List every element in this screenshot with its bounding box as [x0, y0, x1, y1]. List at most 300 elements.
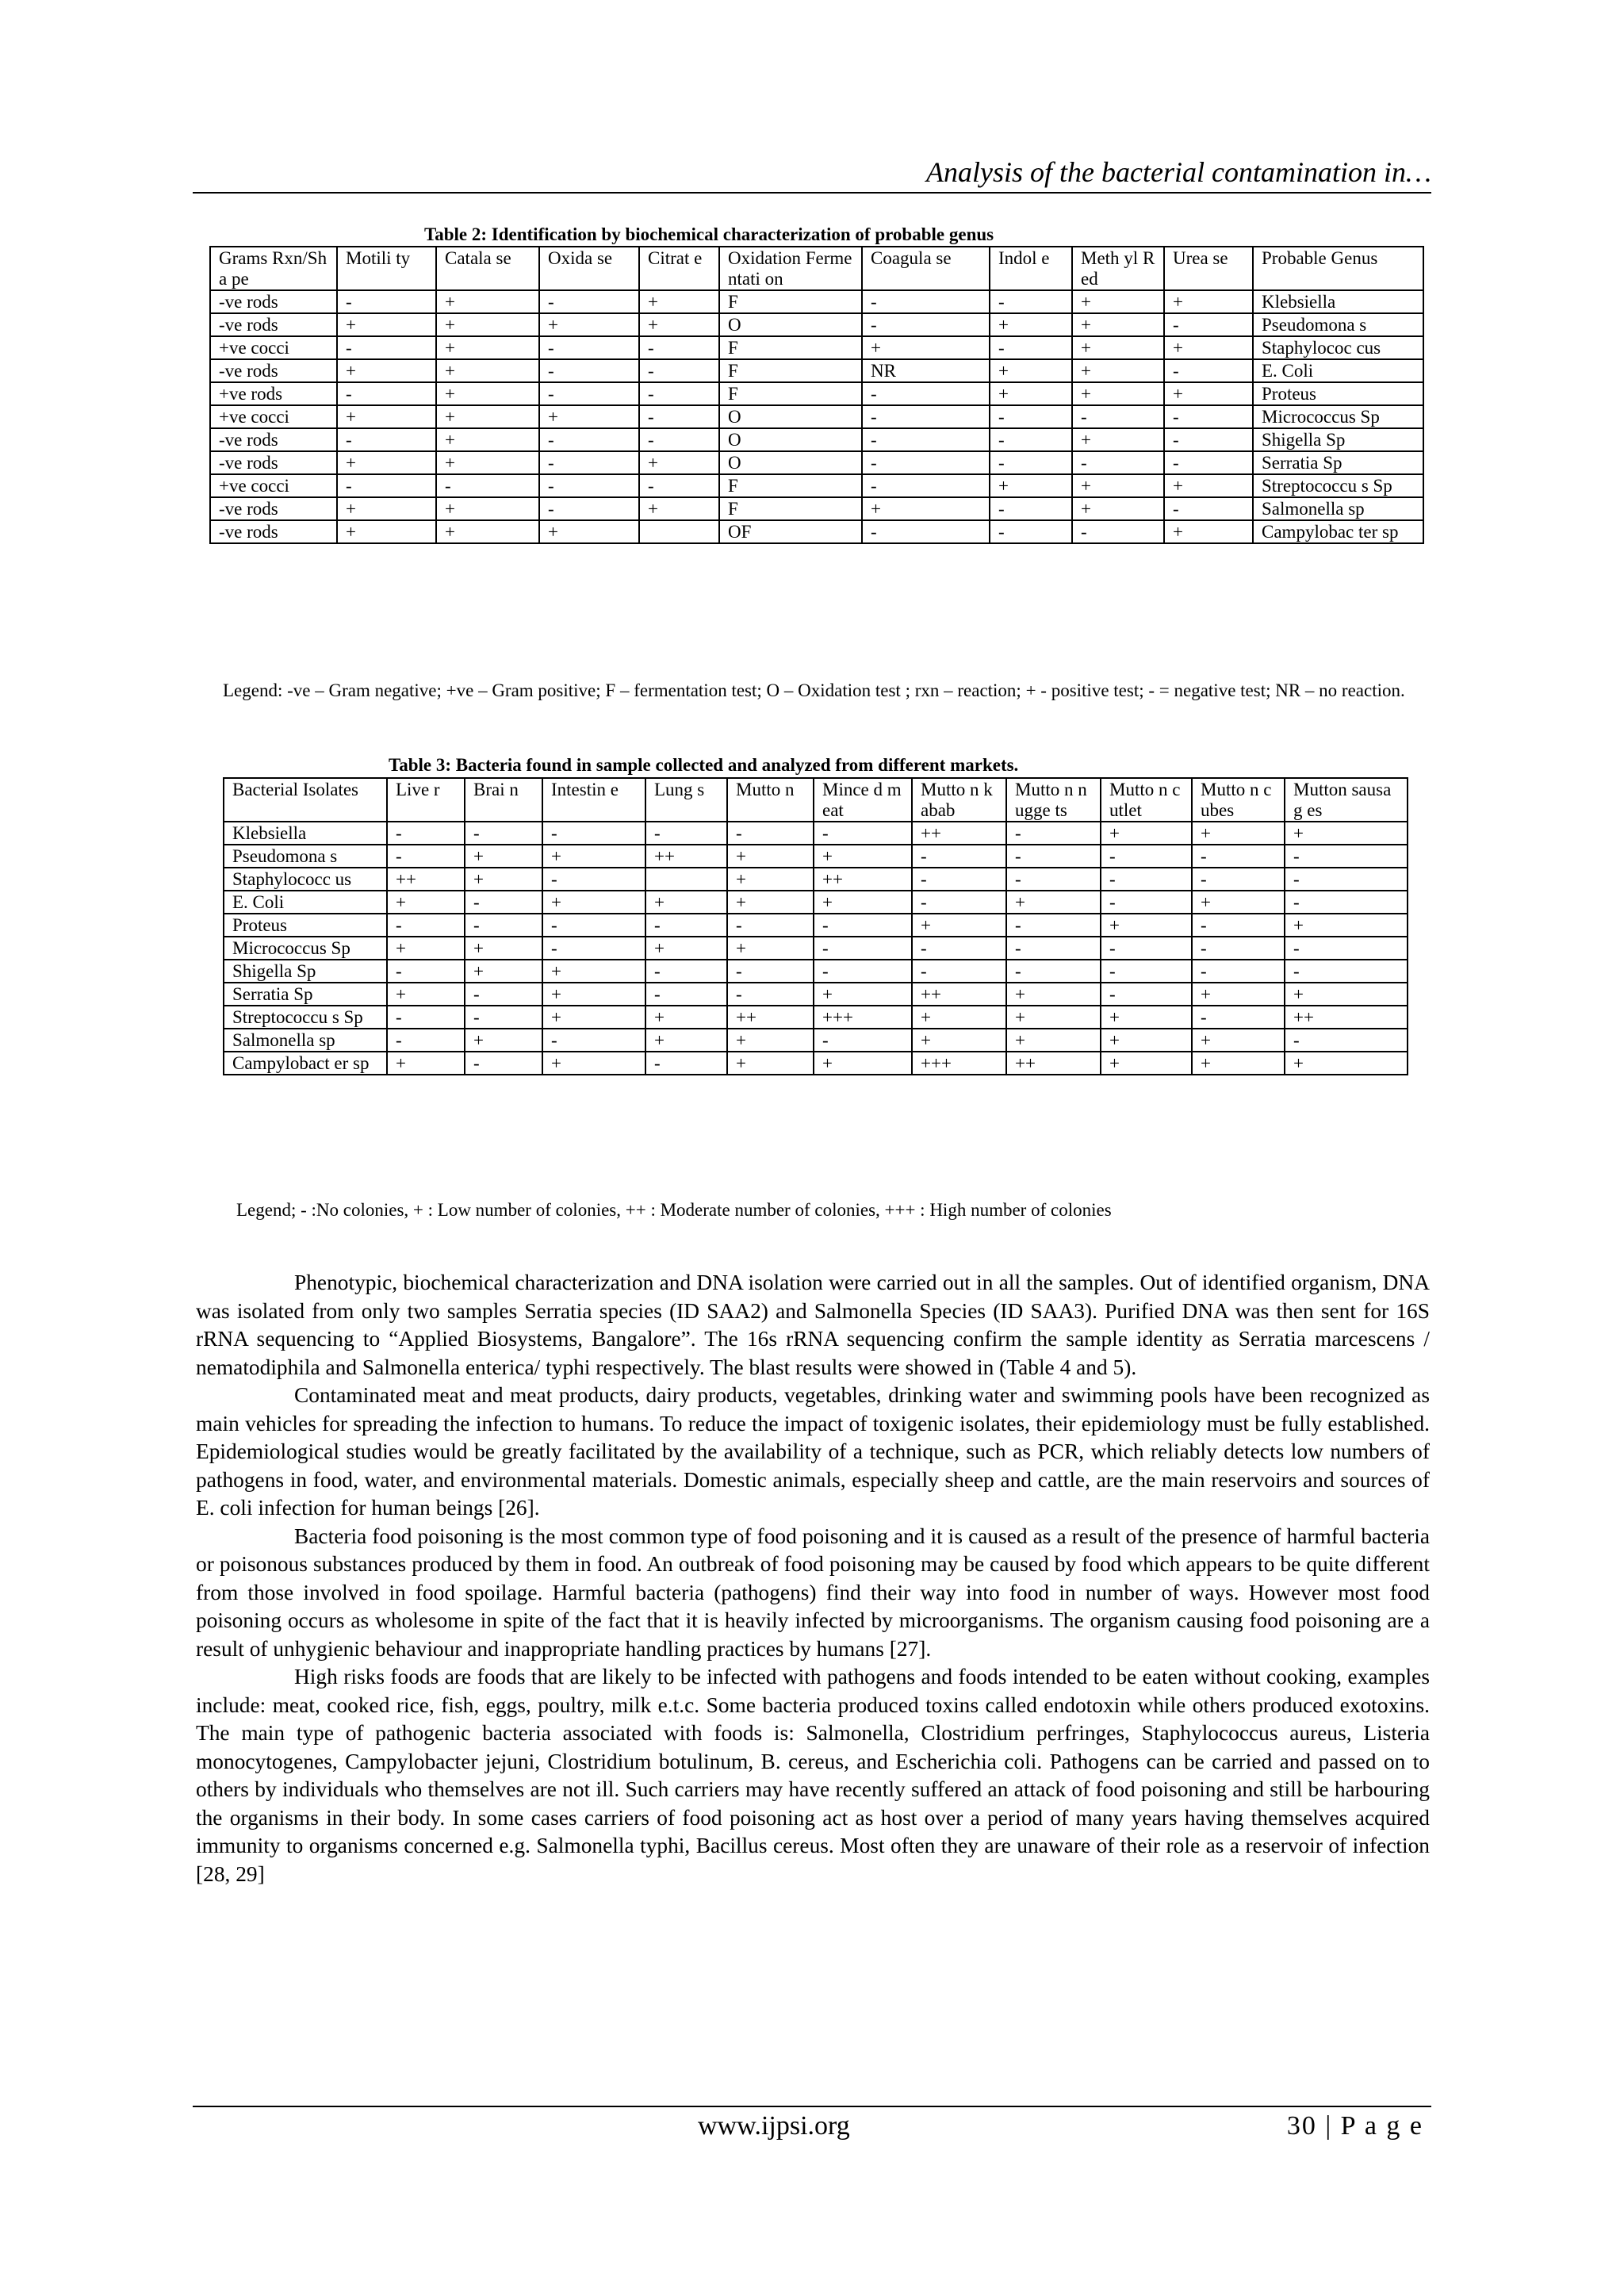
table-cell: + — [436, 336, 539, 359]
table-cell: - — [862, 313, 990, 336]
table-cell: + — [1072, 474, 1164, 497]
table-row — [210, 497, 1423, 520]
table-cell: ++ — [912, 822, 1006, 845]
table-cell: + — [1006, 891, 1101, 914]
table-cell: + — [1164, 290, 1253, 313]
table-cell: + — [542, 1052, 645, 1075]
table-cell: + — [337, 520, 436, 543]
table-cell: - — [465, 1052, 542, 1075]
table-cell: O — [719, 428, 862, 451]
table-cell: - — [862, 290, 990, 313]
table3-column-header: Mutto n cubes — [1192, 778, 1285, 822]
table-cell: - — [727, 983, 814, 1006]
table-cell: - — [814, 937, 912, 960]
table-cell: + — [1101, 1052, 1192, 1075]
table-cell: - — [1101, 937, 1192, 960]
table-cell: - — [645, 914, 727, 937]
table-cell: + — [639, 313, 719, 336]
table-cell: - — [1006, 822, 1101, 845]
table-row — [224, 937, 1408, 960]
table-cell: + — [465, 960, 542, 983]
table-cell: + — [727, 891, 814, 914]
table2-column-header: Catala se — [436, 247, 539, 290]
table-cell: - — [1164, 428, 1253, 451]
table-row — [210, 474, 1423, 497]
table-cell: + — [727, 1052, 814, 1075]
table-cell: - — [1164, 451, 1253, 474]
table-cell: + — [1101, 914, 1192, 937]
table-cell: - — [862, 474, 990, 497]
table-cell: ++ — [912, 983, 1006, 1006]
table-cell: ++ — [1006, 1052, 1101, 1075]
table-cell: - — [1285, 960, 1408, 983]
table-cell: - — [727, 914, 814, 937]
table-cell: + — [539, 405, 639, 428]
table-row — [224, 983, 1408, 1006]
table-row — [210, 290, 1423, 313]
table-cell: - — [990, 497, 1072, 520]
table-cell: OF — [719, 520, 862, 543]
table-cell: - — [912, 845, 1006, 868]
table-cell: + — [814, 983, 912, 1006]
table-cell: - — [1285, 891, 1408, 914]
table-cell: + — [436, 290, 539, 313]
table-cell: -ve rods — [210, 497, 337, 520]
table-cell: Micrococcus Sp — [1253, 405, 1423, 428]
table2-column-header: Oxida se — [539, 247, 639, 290]
table-cell: + — [1072, 497, 1164, 520]
body-text — [196, 1269, 1430, 1888]
table2-column-header: Oxidation Fermentati on — [719, 247, 862, 290]
table-cell: Serratia Sp — [224, 983, 387, 1006]
table-cell: + — [1101, 822, 1192, 845]
table-cell: - — [727, 822, 814, 845]
table-cell: - — [912, 937, 1006, 960]
table-cell: O — [719, 451, 862, 474]
table-cell: - — [1101, 960, 1192, 983]
table-cell: - — [542, 937, 645, 960]
table-cell: + — [1072, 428, 1164, 451]
table-cell: + — [727, 1029, 814, 1052]
table-cell: + — [436, 382, 539, 405]
table-cell: - — [1072, 405, 1164, 428]
table-cell: Shigella Sp — [1253, 428, 1423, 451]
table-cell: - — [1285, 937, 1408, 960]
table-cell: Proteus — [224, 914, 387, 937]
table-cell: + — [1192, 1029, 1285, 1052]
table-cell: - — [990, 520, 1072, 543]
table-cell: - — [539, 382, 639, 405]
table-cell: F — [719, 497, 862, 520]
table3-column-header: Lung s — [645, 778, 727, 822]
table-cell: + — [990, 359, 1072, 382]
table-cell: - — [639, 428, 719, 451]
table-row — [224, 960, 1408, 983]
table-cell: - — [1192, 1006, 1285, 1029]
table3 — [223, 777, 1408, 1075]
table-cell: Streptococcu s Sp — [224, 1006, 387, 1029]
table2-header-row — [210, 247, 1423, 290]
table-cell: + — [542, 891, 645, 914]
paragraph: High risks foods are foods that are likely to be infected with pathogens and foods intended to be eaten without cooking, examples include: meat, cooked rice, fish, eggs, poultry, milk e.t.c. Some bacteria produced toxins called endotoxin while others produced exotoxins. The main type of pathogenic bacteria associated with foods is: Salmonella, Clostridium perfringes, Staphylococcus aureus, Listeria monocytogenes, Campylobacter jejuni, Clostridium botulinum, B. cereus, and Escherichia coli. Pathogens can be carried and passed on to others by individuals who themselves are not ill. Such carriers may have recently suffered an attack of food poisoning and still be harbouring the organisms in their body. In some cases carriers of food poisoning act as host over a period of many years having themselves acquired immunity to organisms concerned e.g. Salmonella typhi, Bacillus cereus. Most often they are unaware of their role as a reservoir of infection [28, 29] — [196, 1665, 1430, 1886]
table-cell: + — [337, 359, 436, 382]
table-cell: - — [539, 451, 639, 474]
table-cell: -ve rods — [210, 520, 337, 543]
table2 — [209, 246, 1424, 544]
table-cell: - — [542, 868, 645, 891]
table2-column-header: Indol e — [990, 247, 1072, 290]
table-cell: - — [1192, 868, 1285, 891]
table-cell: + — [436, 497, 539, 520]
table-cell: + — [1285, 822, 1408, 845]
table-cell: + — [1072, 336, 1164, 359]
table-cell: Staphylococ cus — [1253, 336, 1423, 359]
table-cell: + — [912, 914, 1006, 937]
table-cell: + — [1101, 1006, 1192, 1029]
table-cell: + — [1164, 382, 1253, 405]
table-cell: + — [814, 891, 912, 914]
table-cell: - — [862, 405, 990, 428]
table-cell: + — [436, 451, 539, 474]
table-cell: - — [465, 983, 542, 1006]
table-cell: ++ — [727, 1006, 814, 1029]
table-cell: - — [387, 1006, 465, 1029]
table2-legend: Legend: -ve – Gram negative; +ve – Gram positive; F – fermentation test; O – Oxidation test ; rxn – reaction; + - positive test; - = negative test; NR – no reaction. — [223, 680, 1405, 700]
table-cell: + — [436, 428, 539, 451]
table-cell: -ve rods — [210, 313, 337, 336]
table-cell: + — [645, 891, 727, 914]
table3-column-header: Bacterial Isolates — [224, 778, 387, 822]
table-cell: Proteus — [1253, 382, 1423, 405]
table-cell: + — [436, 520, 539, 543]
running-title: Analysis of the bacterial contamination in… — [926, 156, 1431, 188]
table-cell: + — [639, 451, 719, 474]
table3-header-row — [224, 778, 1408, 822]
table-cell: - — [337, 382, 436, 405]
table-cell: -ve rods — [210, 451, 337, 474]
table-cell: - — [639, 359, 719, 382]
table-cell: + — [337, 405, 436, 428]
table-cell: - — [990, 405, 1072, 428]
table-cell: -ve rods — [210, 290, 337, 313]
footer-rule — [193, 2106, 1431, 2107]
table-cell: +ve rods — [210, 382, 337, 405]
footer-page-number: 30 | P a g e — [1286, 2111, 1423, 2141]
table-row — [210, 313, 1423, 336]
table-cell: + — [862, 336, 990, 359]
table-cell: + — [337, 497, 436, 520]
table-cell: - — [1101, 845, 1192, 868]
table-cell: + — [990, 313, 1072, 336]
table-cell: + — [1164, 474, 1253, 497]
table-cell: + — [465, 937, 542, 960]
table-cell: ++ — [814, 868, 912, 891]
table-cell: - — [1006, 845, 1101, 868]
table-cell: - — [1192, 914, 1285, 937]
table-cell: Streptococcu s Sp — [1253, 474, 1423, 497]
table-cell: + — [639, 497, 719, 520]
table-cell: + — [542, 983, 645, 1006]
table-cell: - — [387, 1029, 465, 1052]
table-cell: + — [1072, 313, 1164, 336]
table-cell: - — [645, 960, 727, 983]
table-cell: + — [1072, 359, 1164, 382]
table-cell — [639, 520, 719, 543]
table-cell: - — [862, 451, 990, 474]
table2-column-header: Meth yl Red — [1072, 247, 1164, 290]
table-cell: + — [645, 937, 727, 960]
table-cell: - — [1285, 1029, 1408, 1052]
table-cell: + — [542, 845, 645, 868]
table-cell: + — [436, 359, 539, 382]
table-cell: + — [542, 960, 645, 983]
table-cell: - — [539, 474, 639, 497]
table-cell: + — [465, 1029, 542, 1052]
table-cell: - — [337, 474, 436, 497]
table-cell: Salmonella sp — [1253, 497, 1423, 520]
table-cell: Micrococcus Sp — [224, 937, 387, 960]
table-cell: + — [912, 1029, 1006, 1052]
table-cell: - — [539, 428, 639, 451]
table3-column-header: Mutton sausag es — [1285, 778, 1408, 822]
table-cell: - — [1164, 497, 1253, 520]
table-cell: - — [814, 914, 912, 937]
table-cell: - — [1101, 891, 1192, 914]
table-cell: + — [436, 405, 539, 428]
table-cell — [645, 868, 727, 891]
table-cell: + — [862, 497, 990, 520]
table-cell: - — [990, 290, 1072, 313]
table-cell: + — [539, 520, 639, 543]
table2-column-header: Citrat e — [639, 247, 719, 290]
table-cell: E. Coli — [224, 891, 387, 914]
table-cell: - — [645, 983, 727, 1006]
table-cell: O — [719, 405, 862, 428]
table-cell: + — [727, 868, 814, 891]
table-cell: F — [719, 336, 862, 359]
table-cell: Campylobac ter sp — [1253, 520, 1423, 543]
table-cell: - — [639, 382, 719, 405]
table-cell: - — [1164, 405, 1253, 428]
table-row — [210, 336, 1423, 359]
table-cell: + — [387, 891, 465, 914]
table-cell: - — [912, 891, 1006, 914]
table3-column-header: Mutto n cutlet — [1101, 778, 1192, 822]
table-cell: + — [1192, 822, 1285, 845]
table-cell: + — [387, 1052, 465, 1075]
table-cell: - — [465, 891, 542, 914]
table-cell: - — [1192, 845, 1285, 868]
table-cell: - — [727, 960, 814, 983]
table-cell: + — [1164, 336, 1253, 359]
table-cell: - — [1164, 359, 1253, 382]
table-cell: + — [1192, 1052, 1285, 1075]
table2-column-header: Urea se — [1164, 247, 1253, 290]
table-cell: + — [639, 290, 719, 313]
table-cell: - — [645, 822, 727, 845]
table-cell: - — [539, 336, 639, 359]
table-row — [210, 428, 1423, 451]
table-cell: + — [990, 382, 1072, 405]
table-cell: F — [719, 382, 862, 405]
table-cell: - — [465, 822, 542, 845]
table-cell: + — [542, 1006, 645, 1029]
table-cell: + — [1006, 1029, 1101, 1052]
table-cell: + — [1164, 520, 1253, 543]
table-cell: Pseudomona s — [224, 845, 387, 868]
table-cell: - — [912, 868, 1006, 891]
table-row — [210, 382, 1423, 405]
table-cell: - — [990, 336, 1072, 359]
table2-column-header: Coagula se — [862, 247, 990, 290]
table-row — [224, 1006, 1408, 1029]
table-cell: + — [1072, 290, 1164, 313]
table-cell: - — [1192, 937, 1285, 960]
table-cell: -ve rods — [210, 359, 337, 382]
table-cell: + — [645, 1006, 727, 1029]
table-cell: + — [1101, 1029, 1192, 1052]
table-cell: - — [862, 428, 990, 451]
table3-column-header: Mutto n nugge ts — [1006, 778, 1101, 822]
table-cell: ++ — [387, 868, 465, 891]
table-row — [210, 451, 1423, 474]
table-cell: + — [387, 983, 465, 1006]
table-cell: + — [814, 1052, 912, 1075]
table-row — [224, 1052, 1408, 1075]
table-row — [224, 868, 1408, 891]
table-cell: - — [337, 290, 436, 313]
table-cell: +ve cocci — [210, 405, 337, 428]
table-cell: E. Coli — [1253, 359, 1423, 382]
table-cell: + — [990, 474, 1072, 497]
table-cell: + — [814, 845, 912, 868]
table-cell: - — [990, 428, 1072, 451]
table-row — [224, 1029, 1408, 1052]
table-cell: -ve rods — [210, 428, 337, 451]
table-row — [210, 520, 1423, 543]
table-cell: - — [814, 1029, 912, 1052]
table-cell: Shigella Sp — [224, 960, 387, 983]
table-cell: - — [539, 359, 639, 382]
table-row — [224, 914, 1408, 937]
table-cell: Pseudomona s — [1253, 313, 1423, 336]
table-cell: NR — [862, 359, 990, 382]
table-cell: - — [542, 914, 645, 937]
table-cell: - — [1285, 868, 1408, 891]
paragraph: Contaminated meat and meat products, dairy products, vegetables, drinking water and swimming pools have been recognized as main vehicles for spreading the infection to humans. To reduce the impact of toxigenic isolates, their epidemiology must be fully established. Epidemiological studies would be greatly facilitated by the availability of a technique, such as PCR, which reliably detects low numbers of pathogens in food, water, and environmental materials. Domestic animals, especially sheep and cattle, are the main reservoirs and sources of E. coli infection for human beings [26]. — [196, 1383, 1430, 1520]
table-cell: + — [465, 868, 542, 891]
table-row — [224, 845, 1408, 868]
table-cell: - — [542, 1029, 645, 1052]
table-row — [224, 822, 1408, 845]
table-cell: + — [337, 451, 436, 474]
table-cell: - — [1285, 845, 1408, 868]
table-cell: ++ — [1285, 1006, 1408, 1029]
table-cell: - — [542, 822, 645, 845]
table3-column-header: Mutto n kabab — [912, 778, 1006, 822]
table-cell: - — [912, 960, 1006, 983]
table-cell: F — [719, 359, 862, 382]
header-rule — [193, 192, 1431, 194]
table-cell: + — [727, 937, 814, 960]
table-cell: - — [645, 1052, 727, 1075]
table-cell: - — [539, 290, 639, 313]
paragraph: Bacteria food poisoning is the most common type of food poisoning and it is caused as a result of the presence of harmful bacteria or poisonous substances produced by them in food. An outbreak of food poisoning may be caused by food which appears to be quite different from those involved in food spoilage. Harmful bacteria (pathogens) find their way into food in number of ways. However most food poisoning occurs as wholesome in spite of the fact that it is heavily infected by microorganisms. The organism causing food poisoning are a result of unhygienic behaviour and inappropriate handling practices by humans [27]. — [196, 1524, 1430, 1661]
table3-column-header: Mutto n — [727, 778, 814, 822]
table-cell: - — [1192, 960, 1285, 983]
table-cell: - — [1101, 868, 1192, 891]
table-cell: + — [645, 1029, 727, 1052]
table-cell: +ve cocci — [210, 474, 337, 497]
table-cell: + — [912, 1006, 1006, 1029]
paragraph: Phenotypic, biochemical characterization and DNA isolation were carried out in all the samples. Out of identified organism, DNA was isolated from only two samples Serratia species (ID SAA2) and Salmonella Species (ID SAA3). Purified DNA was then sent for 16S rRNA sequencing to “Applied Biosystems, Bangalore”. The 16s rRNA sequencing confirm the sample identity as Serratia marcescens / nematodiphila and Salmonella enterica/ typhi respectively. The blast results were showed in (Table 4 and 5). — [196, 1271, 1430, 1379]
table3-column-header: Live r — [387, 778, 465, 822]
table-cell: ++ — [645, 845, 727, 868]
table-cell: - — [387, 845, 465, 868]
table-cell: +++ — [912, 1052, 1006, 1075]
table-cell: - — [465, 1006, 542, 1029]
table-cell: F — [719, 290, 862, 313]
table-cell: + — [387, 937, 465, 960]
table-cell: - — [539, 497, 639, 520]
table3-column-header: Mince d meat — [814, 778, 912, 822]
table-cell: Staphylococc us — [224, 868, 387, 891]
table-cell: + — [1285, 983, 1408, 1006]
table-cell: - — [387, 960, 465, 983]
table-cell: - — [1006, 960, 1101, 983]
table-cell: - — [337, 428, 436, 451]
table-cell: - — [387, 822, 465, 845]
table-cell: - — [1006, 914, 1101, 937]
table2-column-header: Grams Rxn/Sha pe — [210, 247, 337, 290]
table-cell: - — [387, 914, 465, 937]
table3-legend: Legend; - :No colonies, + : Low number of colonies, ++ : Moderate number of colonies, +++ : High number of colonies — [236, 1200, 1112, 1220]
table-cell: + — [1192, 983, 1285, 1006]
table-cell: - — [814, 960, 912, 983]
table3-column-header: Brai n — [465, 778, 542, 822]
table-cell: F — [719, 474, 862, 497]
table-cell: + — [1285, 1052, 1408, 1075]
table-cell: - — [337, 336, 436, 359]
table-row — [210, 405, 1423, 428]
table-cell: - — [1164, 313, 1253, 336]
table-cell: - — [1006, 868, 1101, 891]
table-row — [224, 891, 1408, 914]
table2-column-header: Motili ty — [337, 247, 436, 290]
table-cell: + — [1006, 1006, 1101, 1029]
table2-column-header: Probable Genus — [1253, 247, 1423, 290]
table3-column-header: Intestin e — [542, 778, 645, 822]
table-cell: + — [539, 313, 639, 336]
table-cell: - — [436, 474, 539, 497]
table-cell: - — [639, 405, 719, 428]
table-cell: O — [719, 313, 862, 336]
table-cell: +++ — [814, 1006, 912, 1029]
table-cell: - — [862, 382, 990, 405]
table3-body — [224, 778, 1408, 1075]
table-cell: - — [1101, 983, 1192, 1006]
table-cell: - — [639, 336, 719, 359]
table-cell: + — [1285, 914, 1408, 937]
table-cell: Serratia Sp — [1253, 451, 1423, 474]
table-cell: Campylobact er sp — [224, 1052, 387, 1075]
table2-body — [210, 247, 1423, 543]
table-cell: Salmonella sp — [224, 1029, 387, 1052]
table-cell: + — [337, 313, 436, 336]
table-cell: Klebsiella — [1253, 290, 1423, 313]
table-cell: - — [1072, 451, 1164, 474]
table-cell: - — [1006, 937, 1101, 960]
